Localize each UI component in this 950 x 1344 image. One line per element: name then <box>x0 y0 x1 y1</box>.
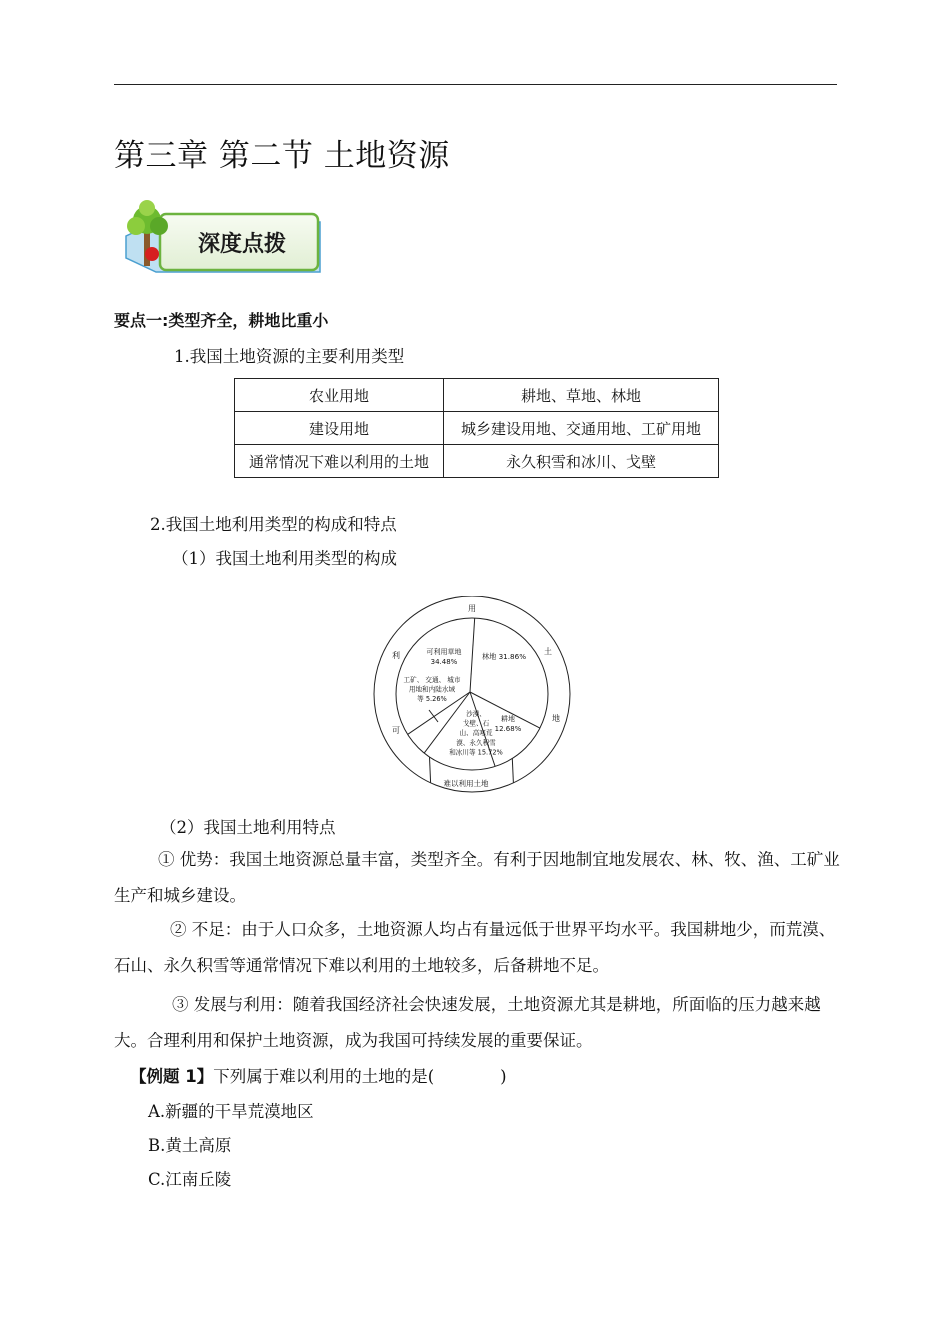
land-use-pie-chart <box>372 596 580 796</box>
pie-slice-label: 林地 31.86% <box>481 652 527 661</box>
paragraph-shortfall: ② 不足：由于人口众多，土地资源人均占有量远低于世界平均水平。我国耕地少，而荒漠、石山、永久积雪等通常情况下难以利用的土地较多，后备耕地不足。 <box>114 920 836 975</box>
pie-slice-boundary <box>470 618 475 692</box>
option-a: A.新疆的干旱荒漠地区 <box>148 1102 314 1121</box>
item-1: 1.我国土地资源的主要利用类型 <box>174 347 405 366</box>
depth-tips-badge <box>114 196 324 280</box>
pie-slice-label: 12.68% <box>494 725 522 733</box>
table-row <box>235 379 719 412</box>
pie-tick-mark <box>429 710 438 722</box>
ring-divider <box>430 757 431 783</box>
pie-slice-label: 漠、永久积雪 <box>456 738 496 747</box>
pie-slice-label: 工矿、 交通、 城市 <box>403 676 461 684</box>
option-c: C.江南丘陵 <box>148 1170 232 1189</box>
pie-slice-label: 戈壁、石 <box>462 719 490 728</box>
pie-slice-label: 34.48% <box>430 658 458 666</box>
pie-slice-label: 耕地 <box>501 715 515 723</box>
pie-slice-label: 用地和内陆水域 <box>408 685 456 694</box>
ring-label: 土 <box>544 647 552 656</box>
top-rule <box>114 84 837 85</box>
ring-label: 利 <box>392 651 400 660</box>
ring-divider <box>512 759 513 783</box>
table-cell: 通常情况下难以利用的土地 <box>235 445 444 478</box>
example-question <box>130 1063 507 1087</box>
table-cell: 耕地、草地、林地 <box>444 379 719 412</box>
pie-slice-label: 沙漠、 <box>466 710 486 718</box>
item-2: 2.我国土地利用类型的构成和特点 <box>150 515 397 534</box>
ring-label-unusable: 难以利用土地 <box>443 779 489 788</box>
pie-slice-label: 和冰川等 15.72% <box>449 748 503 757</box>
table-cell: 永久积雪和冰川、戈壁 <box>444 445 719 478</box>
paragraph-advantage: ① 优势：我国土地资源总量丰富，类型齐全。有利于因地制宜地发展农、林、牧、渔、工矿业生产和城乡建设。 <box>114 850 840 905</box>
sub-heading-1: （1）我国土地利用类型的构成 <box>172 549 397 568</box>
outer-ring <box>374 596 570 792</box>
apple-icon <box>145 247 159 261</box>
land-use-table <box>234 378 719 478</box>
pie-slice-label: 等 5.26% <box>417 695 447 704</box>
page-title: 第三章 第二节 土地资源 <box>114 138 450 174</box>
ring-label: 用 <box>468 604 476 613</box>
table-row <box>235 412 719 445</box>
badge-label: 深度点拨 <box>197 232 287 257</box>
inner-circle <box>396 618 548 770</box>
table-cell: 农业用地 <box>235 379 444 412</box>
pie-slice-label: 可利用草地 <box>426 648 462 656</box>
option-b: B.黄土高原 <box>148 1136 232 1155</box>
table-cell: 城乡建设用地、交通用地、工矿用地 <box>444 412 719 445</box>
ring-label: 地 <box>552 714 560 723</box>
example-question-text: 下列属于难以利用的土地的是( ) <box>213 1067 507 1086</box>
pie-slice-label: 山、高寒荒 <box>459 729 493 738</box>
table-row <box>235 445 719 478</box>
table-cell: 建设用地 <box>235 412 444 445</box>
key-point-heading: 要点一:类型齐全，耕地比重小 <box>114 311 329 330</box>
paragraph-development: ③ 发展与利用：随着我国经济社会快速发展，土地资源尤其是耕地，所面临的压力越来越大。合理利用和保护土地资源，成为我国可持续发展的重要保证。 <box>114 995 821 1050</box>
example-tag: 【例题 1】 <box>130 1067 214 1086</box>
ring-label: 可 <box>392 726 400 735</box>
sub-heading-2: （2）我国土地利用特点 <box>160 818 336 837</box>
